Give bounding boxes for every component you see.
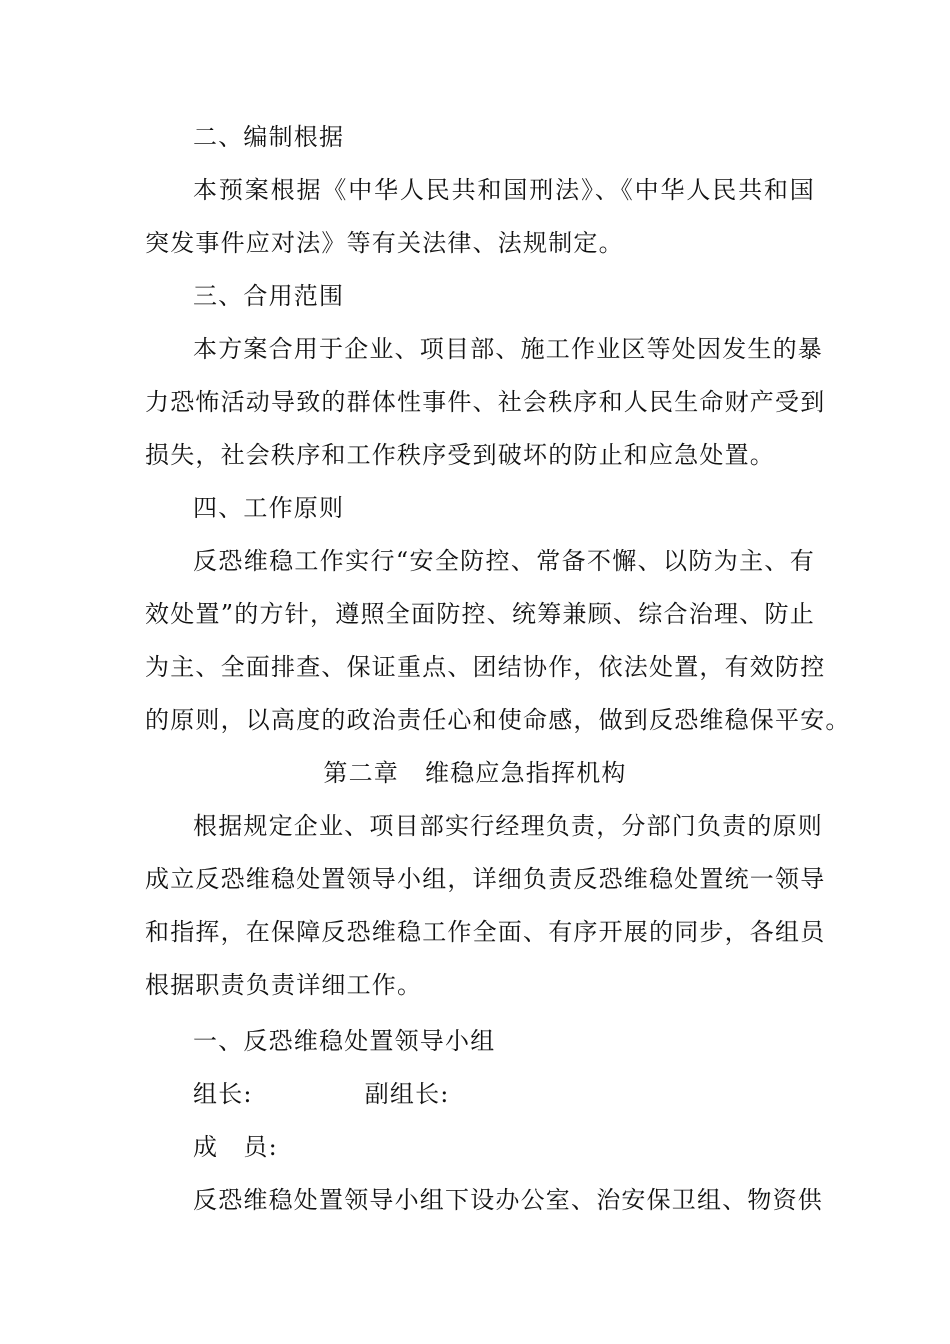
chapter-2-heading [0, 757, 950, 789]
section-4-body-line-2: 效处置”的方针，遵照全面防控、统筹兼顾、综合治理、防止 [145, 600, 815, 628]
chapter-2-number: 第二章 [323, 759, 399, 787]
chapter-2-body-line-4: 根据职责负责详细工作。 [145, 971, 423, 999]
section-2-body-line-2: 突发事件应对法》等有关法律、法规制定。 [145, 229, 624, 257]
section-4-heading: 四、工作原则 [193, 494, 345, 522]
final-line: 反恐维稳处置领导小组下设办公室、治安保卫组、物资供 [193, 1186, 823, 1214]
section-4-body-line-3: 为主、全面排查、保证重点、团结协作，依法处置，有效防控 [145, 653, 826, 681]
section-3-body-line-1: 本方案合用于企业、项目部、施工作业区等处因发生的暴 [193, 335, 823, 363]
chapter-2-title: 维稳应急指挥机构 [425, 759, 627, 787]
chapter-2-body-line-1: 根据规定企业、项目部实行经理负责，分部门负责的原则 [193, 812, 823, 840]
section-4-body-line-4: 的原则，以高度的政治责任心和使命感，做到反恐维稳保平安。 [145, 706, 851, 734]
deputy-label: 副组长: [364, 1080, 450, 1108]
section-3-heading: 三、合用范围 [193, 282, 345, 310]
section-3-body-line-3: 损失，社会秩序和工作秩序受到破坏的防止和应急处置。 [145, 441, 775, 469]
leader-row [193, 1078, 815, 1110]
leader-label: 组长: [193, 1080, 253, 1108]
chapter-2-body-line-2: 成立反恐维稳处置领导小组，详细负责反恐维稳处置统一领导 [145, 865, 826, 893]
section-2-body-line-1: 本预案根据《中华人民共和国刑法》、《中华人民共和国 [193, 176, 815, 204]
section-3-body-line-2: 力恐怖活动导致的群体性事件、社会秩序和人民生命财产受到 [145, 388, 826, 416]
subsection-1-heading: 一、反恐维稳处置领导小组 [193, 1027, 496, 1055]
chapter-2-body-line-3: 和指挥，在保障反恐维稳工作全面、有序开展的同步，各组员 [145, 918, 826, 946]
section-4-body-line-1: 反恐维稳工作实行“安全防控、常备不懈、以防为主、有 [193, 547, 815, 575]
members-label: 成 员: [193, 1133, 278, 1161]
section-2-heading: 二、编制根据 [193, 123, 345, 151]
